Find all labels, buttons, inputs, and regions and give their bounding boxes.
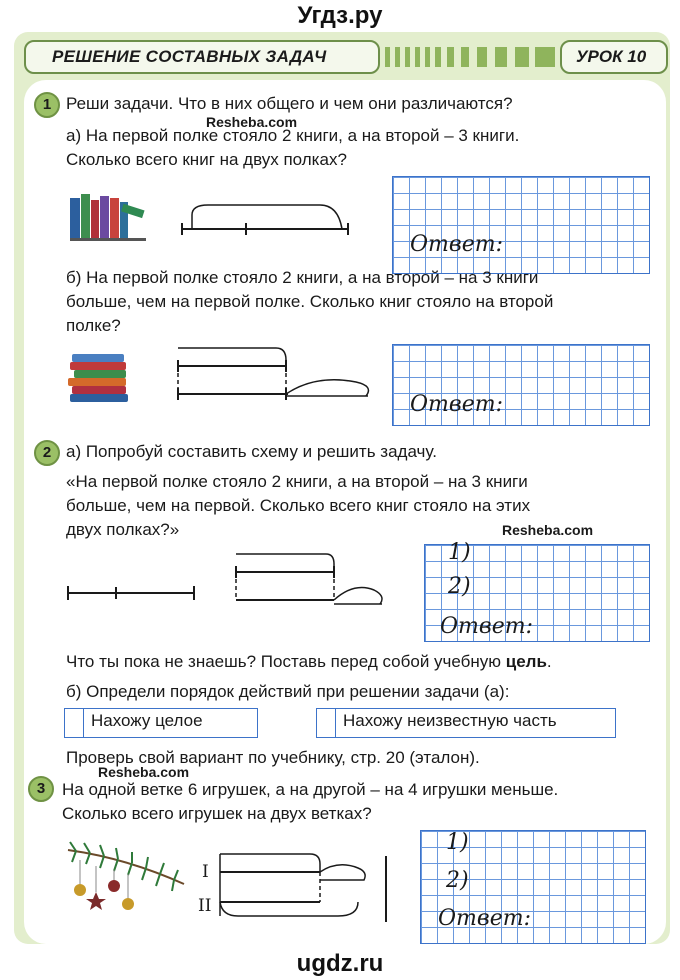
goal-word: цель <box>505 652 547 671</box>
answer-grid-1a[interactable] <box>392 176 650 274</box>
task1-b-line1: б) На первой полке стояло 2 книги, а на второй – на 3 книги <box>66 268 539 287</box>
scheme-b-segments <box>176 346 376 416</box>
books-stack-icon <box>70 192 146 242</box>
scheme-2-segment <box>66 584 196 602</box>
goal-prefix: Что ты пока не знаешь? Поставь перед собой учебную <box>66 652 506 671</box>
answer-label-1b: Ответ: <box>410 392 503 417</box>
books-pile-icon <box>68 352 130 404</box>
scheme-a-segment <box>180 203 350 235</box>
option-find-unknown-part[interactable] <box>316 708 616 738</box>
step-label-3-1: 1) <box>446 830 469 855</box>
task2-question-line1: «На первой полке стояло 2 книги, а на второй – на 3 книги <box>66 472 528 491</box>
row-label-2: II <box>198 896 212 916</box>
task-number-2: 2 <box>34 440 60 466</box>
task2-question-line3: двух полках?» <box>66 520 180 539</box>
topic-title: РЕШЕНИЕ СОСТАВНЫХ ЗАДАЧ <box>52 47 327 66</box>
step-label-2-2: 2) <box>448 574 471 599</box>
step-label-3-2: 2) <box>446 868 469 893</box>
task1-b-line3: полке? <box>66 316 121 335</box>
site-title-bottom: ugdz.ru <box>296 950 384 977</box>
scheme-3-segments <box>218 850 398 926</box>
option-label: Нахожу неизвестную часть <box>343 711 557 730</box>
option-find-whole[interactable] <box>64 708 258 738</box>
watermark: Resheba.com <box>502 522 594 538</box>
task2-a-line: а) Попробуй составить схему и решить задачу. <box>66 442 437 461</box>
step-label-2-1: 1) <box>448 540 471 565</box>
task1-a-line2: Сколько всего книг на двух полках? <box>66 150 347 169</box>
task-number-3: 3 <box>28 776 54 802</box>
task-number-1: 1 <box>34 92 60 118</box>
task1-a-line1: а) На первой полке стояло 2 книги, а на второй – 3 книги. <box>66 126 520 145</box>
site-title-top: Угдз.ру <box>297 2 383 29</box>
scheme-2-double <box>234 552 384 622</box>
topic-banner <box>24 40 380 74</box>
option-checkbox[interactable] <box>317 709 336 737</box>
answer-label-2: Ответ: <box>440 614 533 639</box>
task1-b-line2: больше, чем на первой полке. Сколько книг стояло на второй <box>66 292 554 311</box>
goal-suffix: . <box>546 652 552 671</box>
task3-line1: На одной ветке 6 игрушек, а на другой – на 4 игрушки меньше. <box>62 780 559 799</box>
fir-branch-icon <box>66 840 186 920</box>
watermark: Resheba.com <box>206 114 298 130</box>
lesson-label: УРОК 10 <box>576 47 647 66</box>
lesson-badge <box>560 40 668 74</box>
task3-line2: Сколько всего игрушек на двух ветках? <box>62 804 372 823</box>
row-label-1: I <box>202 862 209 882</box>
watermark: Resheba.com <box>98 764 190 780</box>
task1-intro: Реши задачи. Что в них общего и чем они различаются? <box>66 94 513 113</box>
task2-check: Проверь свой вариант по учебнику, стр. 20 (эталон). <box>66 748 480 767</box>
answer-label-1a: Ответ: <box>410 232 503 257</box>
option-checkbox[interactable] <box>65 709 84 737</box>
decor-stripes <box>385 47 555 67</box>
option-label: Нахожу целое <box>91 711 203 730</box>
answer-label-3: Ответ: <box>438 906 531 931</box>
task2-b-line: б) Определи порядок действий при решении задачи (а): <box>66 682 510 701</box>
task2-goal <box>66 650 552 674</box>
task2-question-line2: больше, чем на первой. Сколько всего книг стояло на этих <box>66 496 531 515</box>
